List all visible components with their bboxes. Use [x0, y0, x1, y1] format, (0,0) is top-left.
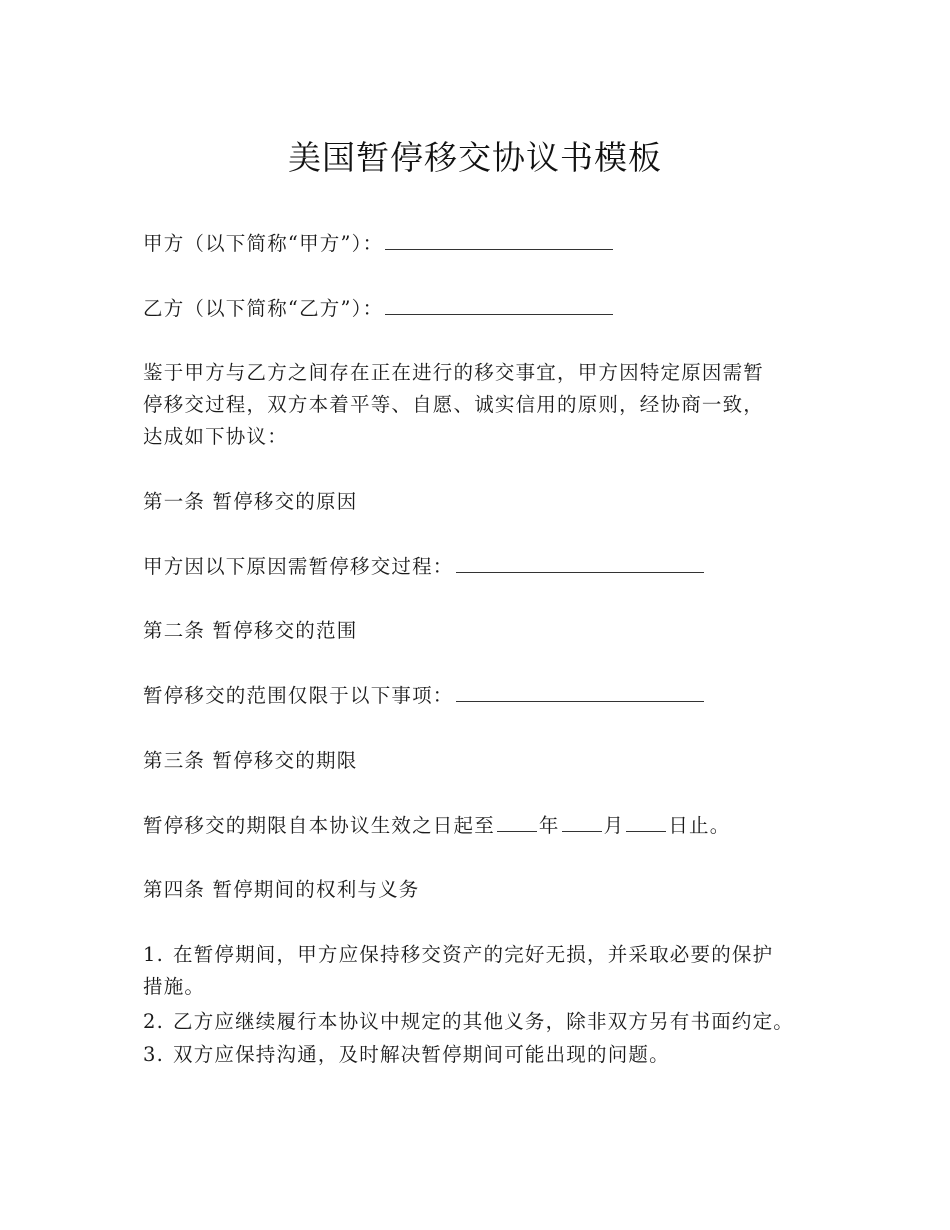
party-b-line	[143, 293, 613, 325]
item-text: 乙方应继续履行本协议中规定的其他义务，除非双方另有书面约定。	[173, 1010, 795, 1033]
day-end-label: 日止。	[668, 814, 731, 837]
item-text: 在暂停期间，甲方应保持移交资产的完好无损，并采取必要的保护	[173, 943, 774, 966]
month-label: 月	[603, 814, 625, 837]
article3-heading: 第三条 暂停移交的期限	[143, 749, 358, 772]
article2-heading: 第二条 暂停移交的范围	[143, 619, 358, 642]
article4-item-2	[143, 1006, 794, 1038]
preamble-line-1: 鉴于甲方与乙方之间存在正在进行的移交事宜，甲方因特定原因需暂	[143, 361, 765, 384]
document-title: 美国暂停移交协议书模板	[288, 138, 662, 177]
article4-item-1	[143, 939, 773, 971]
party-b-label: 乙方（以下简称“乙方”）：	[143, 297, 384, 320]
year-blank[interactable]	[497, 811, 537, 832]
article2-body	[143, 680, 704, 712]
month-blank[interactable]	[562, 811, 602, 832]
party-a-line	[143, 228, 613, 260]
article2-body-text: 暂停移交的范围仅限于以下事项：	[143, 684, 454, 707]
party-a-blank[interactable]	[385, 229, 613, 250]
article4-item-3	[143, 1039, 670, 1071]
item-number: 1.	[143, 943, 165, 966]
article1-body	[143, 551, 704, 583]
year-label: 年	[538, 814, 560, 837]
article2-blank[interactable]	[456, 681, 704, 702]
day-blank[interactable]	[626, 811, 666, 832]
article4-item-1-cont: 措施。	[143, 975, 206, 998]
article3-body	[143, 810, 730, 842]
preamble-line-3: 达成如下协议：	[143, 425, 288, 448]
item-number: 3.	[143, 1043, 165, 1066]
article3-body-text: 暂停移交的期限自本协议生效之日起至	[143, 814, 495, 837]
article1-body-text: 甲方因以下原因需暂停移交过程：	[143, 555, 454, 578]
item-text: 双方应保持沟通，及时解决暂停期间可能出现的问题。	[173, 1043, 670, 1066]
article1-blank[interactable]	[456, 552, 704, 573]
item-number: 2.	[143, 1010, 165, 1033]
preamble-line-2: 停移交过程，双方本着平等、自愿、诚实信用的原则，经协商一致，	[143, 393, 765, 416]
article4-heading: 第四条 暂停期间的权利与义务	[143, 878, 420, 901]
party-b-blank[interactable]	[385, 294, 613, 315]
article1-heading: 第一条 暂停移交的原因	[143, 490, 358, 513]
party-a-label: 甲方（以下简称“甲方”）：	[143, 232, 384, 255]
